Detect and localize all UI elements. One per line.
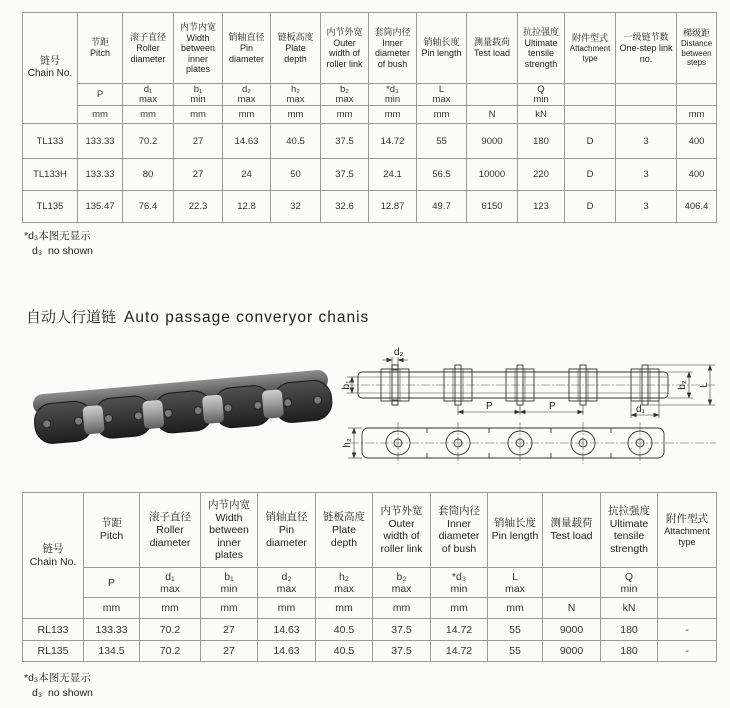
value-cell: 135.47 xyxy=(78,191,123,223)
unit-cell: mm xyxy=(417,106,467,124)
symbol-limit: min xyxy=(620,582,638,595)
symbol-limit: min xyxy=(450,582,468,595)
chain-pin xyxy=(254,401,263,410)
header-label-zh: 销轴直径 xyxy=(228,32,265,42)
chain-photo xyxy=(0,340,340,480)
column-header xyxy=(488,493,543,568)
column-header xyxy=(616,13,677,84)
value-cell: 40.5 xyxy=(316,641,373,662)
symbol-limit: max xyxy=(335,93,354,105)
header-label-zh: 销轴长度 xyxy=(494,517,536,530)
symbol: Q xyxy=(537,83,545,95)
value-cell: 50 xyxy=(271,159,321,191)
header-label-zh: 链号 xyxy=(40,56,60,67)
symbol-limit: min xyxy=(220,582,238,595)
symbol-cell xyxy=(373,568,431,598)
header-label-en: Inner diameter of bush xyxy=(374,37,410,69)
unit-cell: mm xyxy=(123,106,174,124)
column-header xyxy=(223,13,271,84)
value-cell: 12.8 xyxy=(223,191,271,223)
label-h2: h₂ xyxy=(342,438,353,448)
symbol: b₂ xyxy=(396,570,407,583)
symbol-cell xyxy=(518,84,565,106)
header-label-en: Width between inner plates xyxy=(209,511,249,561)
value-cell: 180 xyxy=(601,641,658,662)
header-label-zh: 梯级距 xyxy=(682,28,710,39)
chain-no-header xyxy=(23,13,78,124)
header-label-zh: 测量载荷 xyxy=(550,517,593,530)
symbol-cell xyxy=(601,568,658,598)
value-cell: 133.33 xyxy=(78,159,123,191)
symbol-limit: min xyxy=(384,93,401,105)
value-cell: 14.63 xyxy=(258,641,316,662)
unit-cell: mm xyxy=(488,598,543,619)
chain-pin xyxy=(134,411,143,420)
value-cell: D xyxy=(565,159,616,191)
header-label-en: Distance between steps xyxy=(680,39,713,68)
symbol: P xyxy=(107,576,115,589)
footnote xyxy=(24,671,93,701)
value-cell: 400 xyxy=(677,124,717,159)
rl-chain-spec-table xyxy=(22,492,717,662)
symbol-limit: max xyxy=(160,582,180,595)
symbol-cell xyxy=(271,84,321,106)
chain-pin xyxy=(74,417,83,426)
header-label-zh: 销轴直径 xyxy=(265,511,308,523)
value-cell: 49.7 xyxy=(417,191,467,223)
symbol-limit: max xyxy=(139,93,157,105)
unit-cell: mm xyxy=(369,106,417,124)
column-header xyxy=(271,13,321,84)
symbol-cell xyxy=(258,568,316,598)
symbol-limit: max xyxy=(391,582,412,595)
unit-cell: mm xyxy=(84,598,140,619)
symbol-cell xyxy=(78,84,123,106)
symbol-limit: max xyxy=(276,582,297,595)
value-cell: 55 xyxy=(488,619,543,641)
header-label-zh: 内节外宽 xyxy=(380,504,423,517)
header-label-en: Inner diameter of bush xyxy=(438,517,480,555)
value-cell: 70.2 xyxy=(140,619,201,641)
footnote-line: d₃ no shown xyxy=(32,687,93,699)
header-label-zh: 套筒内径 xyxy=(374,26,411,37)
unit-cell: mm xyxy=(201,598,258,619)
header-label-en: Pin diameter xyxy=(228,43,264,64)
header-label-en: Ultimate tensile strength xyxy=(524,37,558,69)
chain-roller xyxy=(82,405,104,435)
value-cell: 133.33 xyxy=(78,124,123,159)
label-pitch: P xyxy=(486,401,493,412)
unit-cell: mm xyxy=(431,598,488,619)
symbol-cell xyxy=(84,568,140,598)
symbol: L xyxy=(438,83,445,95)
value-cell: 10000 xyxy=(467,159,518,191)
column-header xyxy=(84,493,140,568)
symbol: d₁ xyxy=(143,83,153,95)
column-header xyxy=(369,13,417,84)
chain-no-cell: TL133H xyxy=(23,159,78,191)
value-cell: 37.5 xyxy=(373,619,431,641)
value-cell: D xyxy=(565,191,616,223)
unit-cell xyxy=(616,106,677,124)
symbol: b₁ xyxy=(224,570,234,583)
value-cell: 32 xyxy=(271,191,321,223)
table-row xyxy=(23,159,717,191)
symbol-cell xyxy=(316,568,373,598)
header-label-zh: 内节内宽 xyxy=(208,498,250,511)
symbol: h₂ xyxy=(339,570,349,583)
value-cell: 14.72 xyxy=(369,124,417,159)
column-header xyxy=(518,13,565,84)
symbol-cell xyxy=(201,568,258,598)
symbol: L xyxy=(512,570,518,583)
value-cell: 70.2 xyxy=(123,124,174,159)
unit-row xyxy=(23,598,717,619)
unit-cell: mm xyxy=(223,106,271,124)
unit-cell xyxy=(565,106,616,124)
symbol-cell xyxy=(488,568,543,598)
value-cell: 80 xyxy=(123,159,174,191)
value-cell: 220 xyxy=(518,159,565,191)
symbol-cell xyxy=(677,84,717,106)
symbol-cell xyxy=(565,84,616,106)
chain-pin xyxy=(164,409,173,418)
value-cell: 24.1 xyxy=(369,159,417,191)
table-row xyxy=(23,191,717,223)
value-cell: 24 xyxy=(223,159,271,191)
value-cell: 134.5 xyxy=(84,641,140,662)
header-label-en: Chain No. xyxy=(29,555,77,568)
header-label-zh: 链板高度 xyxy=(323,511,365,523)
column-header xyxy=(417,13,467,84)
table-row xyxy=(23,619,717,641)
header-label-en: One-step link no. xyxy=(619,43,673,64)
symbol-limit: max xyxy=(505,582,525,595)
column-header xyxy=(174,13,223,84)
symbol-limit: max xyxy=(334,582,354,595)
tl-chain-spec-table xyxy=(22,12,717,223)
header-label-en: Chain No. xyxy=(27,68,73,79)
value-cell: 56.5 xyxy=(417,159,467,191)
value-cell: 55 xyxy=(488,641,543,662)
value-cell: 3 xyxy=(616,191,677,223)
value-cell: 3 xyxy=(616,159,677,191)
chain-pin xyxy=(42,420,51,429)
symbol-cell xyxy=(174,84,223,106)
label-pitch: P xyxy=(549,401,556,412)
chain-no-cell: TL133 xyxy=(23,124,78,159)
unit-row xyxy=(23,106,717,124)
unit-cell: mm xyxy=(258,598,316,619)
header-label-en: Outer width of roller link xyxy=(326,37,363,69)
symbol-cell xyxy=(616,84,677,106)
column-header xyxy=(565,13,616,84)
header-label-zh: 节距 xyxy=(101,517,122,530)
chain-pin xyxy=(313,396,322,405)
value-cell: 27 xyxy=(174,159,223,191)
header-label-zh: 节距 xyxy=(90,37,109,48)
header-label-zh: 套筒内径 xyxy=(438,504,480,517)
header-label-zh: 内节内宽 xyxy=(179,21,216,32)
value-cell: 76.4 xyxy=(123,191,174,223)
value-cell: 3 xyxy=(616,124,677,159)
table-body xyxy=(23,493,717,662)
value-cell: 14.63 xyxy=(223,124,271,159)
symbol-limit: max xyxy=(286,93,305,105)
section-title xyxy=(26,308,369,328)
header-label-en: Plate depth xyxy=(284,43,307,64)
symbol: *d₃ xyxy=(386,83,399,95)
value-cell: 9000 xyxy=(467,124,518,159)
chain-pin xyxy=(194,406,203,415)
symbol: P xyxy=(96,88,104,100)
value-cell: 40.5 xyxy=(316,619,373,641)
column-header xyxy=(658,493,717,568)
header-label-zh: 链板高度 xyxy=(277,32,314,42)
header-label-en: Attachment type xyxy=(664,525,710,547)
header-label-en: Attachment type xyxy=(569,44,611,63)
chain-roller xyxy=(202,394,224,424)
symbol: d₂ xyxy=(242,83,251,95)
header-label-zh: 内节外宽 xyxy=(326,26,363,37)
unit-cell: mm xyxy=(316,598,373,619)
value-cell: 180 xyxy=(601,619,658,641)
symbol: h₂ xyxy=(291,83,300,95)
symbol: d₁ xyxy=(165,570,175,583)
value-cell: 27 xyxy=(174,124,223,159)
header-label-en: Test load xyxy=(550,530,593,543)
column-header xyxy=(201,493,258,568)
value-cell: - xyxy=(658,641,717,662)
value-cell: 40.5 xyxy=(271,124,321,159)
header-label-zh: 销轴长度 xyxy=(423,37,460,48)
header-label-zh: 测量载荷 xyxy=(473,37,510,48)
symbol-cell xyxy=(467,84,518,106)
value-cell: 123 xyxy=(518,191,565,223)
value-cell: 406.4 xyxy=(677,191,717,223)
column-header xyxy=(140,493,201,568)
symbol: d₂ xyxy=(281,570,292,583)
footnote-line: *d₃本图无显示 xyxy=(24,672,91,684)
unit-cell: mm xyxy=(373,598,431,619)
header-label-zh: 滚子直径 xyxy=(129,32,166,42)
column-header xyxy=(258,493,316,568)
column-header xyxy=(316,493,373,568)
unit-cell: kN xyxy=(601,598,658,619)
column-header xyxy=(78,13,123,84)
unit-cell xyxy=(658,598,717,619)
chain-no-cell: RL133 xyxy=(23,619,84,641)
unit-cell: mm xyxy=(271,106,321,124)
value-cell: 400 xyxy=(677,159,717,191)
footnote-line: d₃ no shown xyxy=(32,245,93,257)
chain-pin xyxy=(224,404,233,413)
column-header xyxy=(677,13,717,84)
symbol: b₂ xyxy=(340,83,349,95)
value-cell: 12.87 xyxy=(369,191,417,223)
label-d1: d₁ xyxy=(636,404,645,415)
value-cell: 22.3 xyxy=(174,191,223,223)
symbol-cell xyxy=(417,84,467,106)
value-cell: 37.5 xyxy=(373,641,431,662)
value-cell: D xyxy=(565,124,616,159)
value-cell: 37.5 xyxy=(321,124,369,159)
column-header xyxy=(601,493,658,568)
header-label-en: Plate depth xyxy=(330,524,358,549)
table-row xyxy=(23,641,717,662)
symbol: *d₃ xyxy=(451,570,467,583)
header-label-en: Roller diameter xyxy=(130,43,166,64)
symbol-cell xyxy=(369,84,417,106)
symbol: Q xyxy=(624,570,634,583)
chain-side-view xyxy=(342,422,716,464)
header-label-en: Outer width of roller link xyxy=(380,517,423,555)
table-header-row xyxy=(23,13,717,84)
value-cell: 14.63 xyxy=(258,619,316,641)
header-label-en: Pitch xyxy=(89,48,110,59)
value-cell: 32.6 xyxy=(321,191,369,223)
unit-cell: kN xyxy=(518,106,565,124)
chain-pin xyxy=(104,414,113,423)
header-label-en: Pin length xyxy=(421,48,462,59)
symbol-cell xyxy=(140,568,201,598)
value-cell: 37.5 xyxy=(321,159,369,191)
header-label-en: Roller diameter xyxy=(149,524,191,549)
chain-roller xyxy=(142,400,164,430)
symbol-limit: max xyxy=(432,93,451,105)
value-cell: 133.33 xyxy=(84,619,140,641)
table-row xyxy=(23,124,717,159)
chain-top-view xyxy=(346,365,716,405)
value-cell: 27 xyxy=(201,641,258,662)
label-b2: b₂ xyxy=(677,380,688,390)
section-title-en: Auto passage converyor chanis xyxy=(124,309,370,326)
symbol-row xyxy=(23,84,717,106)
chain-technical-drawing xyxy=(340,340,730,480)
label-L: L xyxy=(699,382,710,388)
chain-no-cell: TL135 xyxy=(23,191,78,223)
header-label-zh: 一级链节数 xyxy=(623,32,669,42)
symbol: b₁ xyxy=(193,83,203,95)
header-label-en: Test load xyxy=(473,48,511,59)
symbol-row xyxy=(23,568,717,598)
column-header xyxy=(467,13,518,84)
unit-cell: mm xyxy=(174,106,223,124)
header-label-zh: 链号 xyxy=(42,543,64,555)
symbol-cell xyxy=(658,568,717,598)
symbol-cell xyxy=(543,568,601,598)
chain-no-header xyxy=(23,493,84,619)
unit-cell: mm xyxy=(321,106,369,124)
unit-cell: mm xyxy=(140,598,201,619)
unit-cell: mm xyxy=(677,106,717,124)
header-label-zh: 滚子直径 xyxy=(149,511,191,523)
value-cell: 27 xyxy=(201,619,258,641)
header-label-en: Pitch xyxy=(99,530,124,543)
column-header xyxy=(123,13,174,84)
table-header-row xyxy=(23,493,717,568)
header-label-zh: 抗拉强度 xyxy=(608,504,650,517)
value-cell: 9000 xyxy=(543,641,601,662)
value-cell: 70.2 xyxy=(140,641,201,662)
symbol-cell xyxy=(431,568,488,598)
footnote-line: *d₃本图无显示 xyxy=(24,230,91,242)
footnote xyxy=(24,229,93,259)
roller-chain xyxy=(32,369,333,445)
header-label-zh: 抗拉强度 xyxy=(522,26,559,37)
label-b1: b₁ xyxy=(341,380,352,390)
table-body xyxy=(23,13,717,223)
header-label-en: Pin length xyxy=(491,530,539,543)
chain-no-cell: RL135 xyxy=(23,641,84,662)
column-header xyxy=(543,493,601,568)
value-cell: 55 xyxy=(417,124,467,159)
column-header xyxy=(373,493,431,568)
unit-cell: N xyxy=(543,598,601,619)
header-label-en: Ultimate tensile strength xyxy=(609,517,649,555)
column-header xyxy=(321,13,369,84)
label-d2: d₂ xyxy=(394,347,404,358)
header-label-zh: 附件型式 xyxy=(571,33,608,43)
header-label-en: Width between inner plates xyxy=(180,32,216,74)
symbol-cell xyxy=(223,84,271,106)
chain-pin xyxy=(283,398,292,407)
value-cell: 14.72 xyxy=(431,641,488,662)
value-cell: 6150 xyxy=(467,191,518,223)
value-cell: 9000 xyxy=(543,619,601,641)
value-cell: - xyxy=(658,619,717,641)
section-title-zh: 自动人行道链 xyxy=(26,309,117,326)
value-cell: 180 xyxy=(518,124,565,159)
unit-cell: mm xyxy=(78,106,123,124)
header-label-zh: 附件型式 xyxy=(666,512,708,525)
chain-roller xyxy=(262,389,284,419)
symbol-limit: min xyxy=(533,93,549,105)
column-header xyxy=(431,493,488,568)
symbol-limit: min xyxy=(190,93,206,105)
symbol-limit: max xyxy=(237,93,256,105)
value-cell: 14.72 xyxy=(431,619,488,641)
unit-cell: N xyxy=(467,106,518,124)
header-label-en: Pin diameter xyxy=(266,524,307,549)
symbol-cell xyxy=(123,84,174,106)
symbol-cell xyxy=(321,84,369,106)
